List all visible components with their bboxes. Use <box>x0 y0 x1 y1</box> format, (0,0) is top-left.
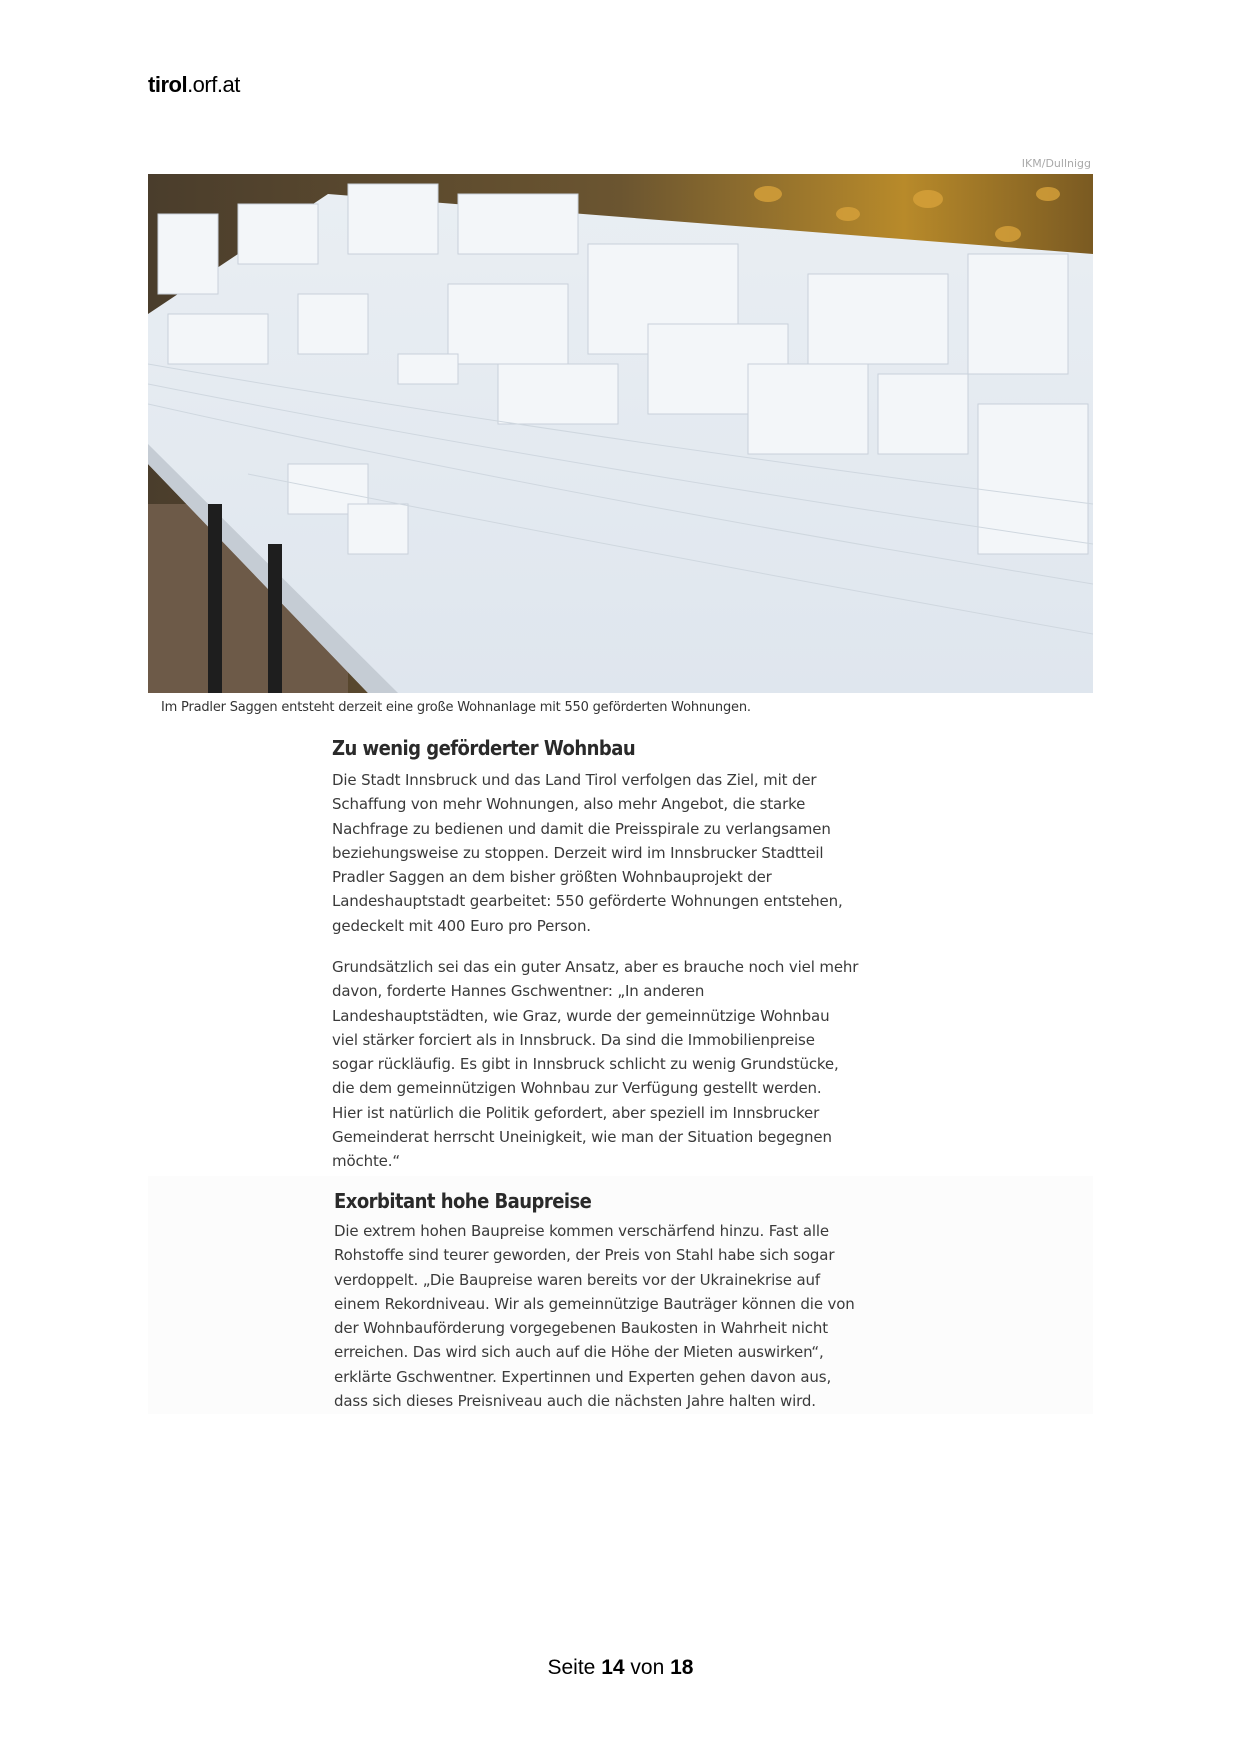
page-prefix: Seite <box>547 1656 596 1679</box>
text-line: Landeshauptstädten, wie Graz, wurde der gemeinnützige Wohnbau <box>332 1006 830 1025</box>
text-line: möchte.“ <box>332 1152 400 1171</box>
text-line: Grundsätzlich sei das ein guter Ansatz, aber es brauche noch viel mehr <box>332 958 859 976</box>
text-line: die dem gemeinnützigen Wohnbau zur Verfügung gestellt werden. <box>332 1079 822 1098</box>
text-line: dass sich dieses Preisniveau auch die nächsten Jahre halten wird. <box>334 1392 816 1411</box>
text-line: Landeshauptstadt gearbeitet: 550 geförderte Wohnungen entstehen, <box>332 892 843 911</box>
text-line: Die Stadt Innsbruck und das Land Tirol verfolgen das Ziel, mit der <box>332 771 817 789</box>
text-line: Rohstoffe sind teurer geworden, der Preis von Stahl habe sich sogar <box>334 1246 835 1265</box>
page-of: von <box>630 1656 665 1679</box>
text-line: erreichen. Das wird sich auch auf die Höhe der Mieten auswirken“, <box>334 1343 824 1362</box>
city-model-photo <box>148 174 1093 693</box>
text-line: Schaffung von mehr Wohnungen, also mehr Angebot, die starke <box>332 795 806 814</box>
text-line: gedeckelt mit 400 Euro pro Person. <box>332 916 591 935</box>
text-line: Gemeinderat herrscht Uneinigkeit, wie man der Situation begegnen <box>332 1128 832 1147</box>
photo-caption: Im Pradler Saggen entsteht derzeit eine große Wohnanlage mit 550 geförderten Wohnungen. <box>161 700 751 715</box>
site-name-domain: .orf.at <box>187 72 240 97</box>
paragraph <box>332 955 858 1174</box>
text-line: Pradler Saggen an dem bisher größten Wohnbauprojekt der <box>332 868 772 887</box>
site-name-bold: tirol <box>148 72 188 97</box>
section-heading: Zu wenig geförderter Wohnbau <box>332 736 636 760</box>
paragraph <box>334 1219 855 1413</box>
section-heading: Exorbitant hohe Baupreise <box>334 1189 592 1213</box>
text-line: verdoppelt. „Die Baupreise waren bereits vor der Ukrainekrise auf <box>334 1270 820 1289</box>
text-line: Nachfrage zu bedienen und damit die Preisspirale zu verlangsamen <box>332 819 831 838</box>
text-line: Hier ist natürlich die Politik gefordert, aber speziell im Innsbrucker <box>332 1103 820 1122</box>
current-page: 14 <box>601 1656 625 1679</box>
text-line: der Wohnbauförderung vorgegebenen Baukosten in Wahrheit nicht <box>334 1319 828 1338</box>
text-line: einem Rekordniveau. Wir als gemeinnützige Bauträger können die von <box>334 1294 855 1313</box>
site-name <box>148 72 240 98</box>
text-line: erklärte Gschwentner. Expertinnen und Experten gehen davon aus, <box>334 1367 832 1386</box>
paragraph <box>332 768 843 938</box>
text-line: viel stärker forciert als in Innsbruck. Da sind die Immobilienpreise <box>332 1030 815 1049</box>
page-number <box>0 1656 1241 1680</box>
text-line: Die extrem hohen Baupreise kommen verschärfend hinzu. Fast alle <box>334 1222 830 1240</box>
text-line: sogar rückläufig. Es gibt in Innsbruck schlicht zu wenig Grundstücke, <box>332 1055 839 1074</box>
text-line: beziehungsweise zu stoppen. Derzeit wird im Innsbrucker Stadtteil <box>332 843 824 862</box>
total-pages: 18 <box>670 1656 694 1679</box>
text-line: davon, forderte Hannes Gschwentner: „In anderen <box>332 982 705 1001</box>
photo-credit: IKM/Dullnigg <box>1021 157 1091 170</box>
